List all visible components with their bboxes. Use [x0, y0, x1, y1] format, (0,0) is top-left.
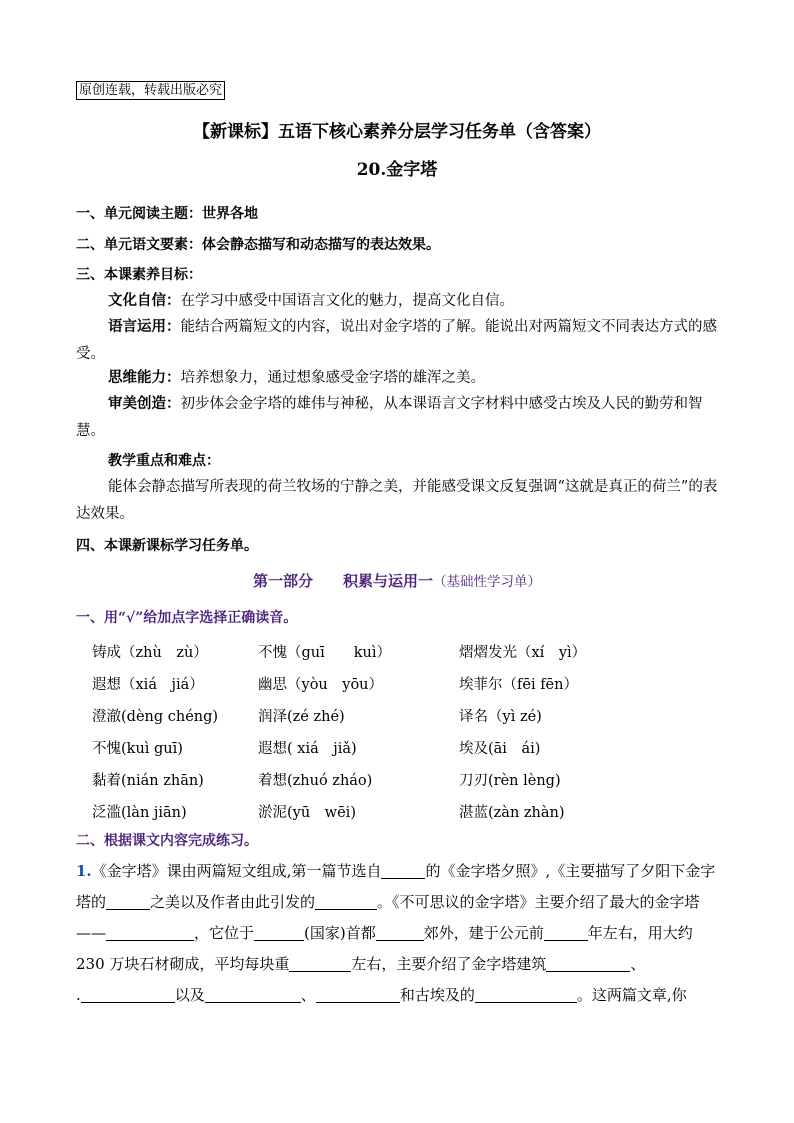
answer-blank[interactable] — [544, 922, 588, 941]
exercise-text: 以及 — [174, 986, 205, 1004]
exercise-text: 郊外，建于公元前 — [423, 924, 544, 942]
pron-item[interactable]: 泛滥(làn jiān) — [92, 805, 187, 821]
question-2-heading: 二、根据课文内容完成练习。 — [76, 833, 258, 849]
pron-item[interactable]: 不愧（guī kuì） — [258, 645, 392, 661]
goal-culture-text: 在学习中感受中国语言文化的魅力，提高文化自信。 — [180, 293, 514, 309]
answer-blank[interactable] — [381, 860, 425, 879]
exercise-number: 1. — [76, 862, 92, 880]
part-one-heading — [0, 570, 794, 593]
pron-item[interactable]: 润泽(zé zhé) — [258, 709, 345, 725]
pron-item[interactable]: 幽思（yòu yōu） — [258, 677, 384, 693]
goal-aesthetic-text: 初步体会金字塔的雄伟与神秘，从本课语言文字材料中感受古埃及人民的勤劳和智慧。 — [76, 396, 703, 439]
goal-culture-label: 文化自信： — [108, 292, 181, 309]
pron-item[interactable]: 铸成（zhù zù） — [92, 645, 208, 661]
goal-culture — [108, 291, 514, 311]
goal-language-text: 能结合两篇短文的内容，说出对金字塔的了解。能说出对两篇短文不同表达方式的感受。 — [76, 319, 717, 362]
answer-blank[interactable] — [254, 922, 304, 941]
copyright-notice: 原创连载，转载出版必究 — [76, 81, 225, 100]
part-one-name: 第一部分 积累与运用一 — [252, 572, 433, 590]
exercise-text: 和古埃及的 — [399, 986, 475, 1004]
goal-aesthetic-label: 审美创造： — [108, 395, 181, 412]
answer-blank[interactable] — [316, 984, 400, 1003]
pron-item[interactable]: 埃菲尔（fēi fēn） — [459, 677, 578, 693]
page-title: 【新课标】五语下核心素养分层学习任务单（含答案） — [193, 122, 601, 142]
literacy-goals-heading: 三、本课素养目标： — [76, 267, 202, 283]
goal-language-label: 语言运用： — [108, 318, 181, 335]
teaching-focus-heading: 教学重点和难点： — [108, 453, 220, 469]
exercise-text: 。《不可思议的金字塔》主要介绍了最大的金字塔—— — [76, 893, 700, 942]
answer-blank[interactable] — [315, 891, 377, 910]
pron-item[interactable]: 刀刃(rèn lèng) — [459, 773, 561, 789]
answer-blank[interactable] — [289, 953, 351, 972]
exercise-text: 。这两篇文章,你 — [576, 986, 687, 1004]
exercise-text: 、 — [300, 986, 316, 1004]
answer-blank[interactable] — [205, 984, 301, 1003]
answer-blank[interactable] — [106, 922, 194, 941]
exercise-text: 左右，主要介绍了金字塔建筑 — [351, 955, 547, 973]
pron-item[interactable]: 熠熠发光（xí yì） — [459, 645, 587, 661]
task-sheet-heading: 四、本课新课标学习任务单。 — [76, 538, 258, 554]
goal-thinking-text: 培养想象力，通过想象感受金字塔的雄浑之美。 — [180, 370, 485, 386]
pron-item[interactable]: 埃及(āi ái) — [459, 741, 541, 757]
exercise-text: 、 — [630, 955, 646, 973]
exercise-text: 年左右，用大约 230 万块石材砌成，平均每块重 — [76, 924, 693, 973]
goal-aesthetic — [76, 390, 718, 445]
exercise-text: (国家)首都 — [304, 924, 376, 942]
part-one-type: （基础性学习单） — [433, 574, 541, 590]
pron-item[interactable]: 遐想( xiá jiǎ) — [258, 741, 357, 757]
exercise-text: 《金字塔》课由两篇短文组成,第一篇节选自 — [91, 862, 382, 880]
goal-language — [76, 313, 718, 368]
pron-item[interactable]: 湛蓝(zàn zhàn) — [459, 805, 565, 821]
exercise-text: . — [76, 986, 81, 1004]
pron-item[interactable]: 黏着(nián zhān) — [92, 773, 204, 789]
unit-theme-label: 一、单元阅读主题： — [76, 206, 202, 222]
pron-item[interactable]: 不愧(kuì guī) — [92, 741, 183, 757]
language-element: 二、单元语文要素：体会静态描写和动态描写的表达效果。 — [76, 237, 440, 253]
answer-blank[interactable] — [475, 984, 577, 1003]
pron-item[interactable]: 译名（yì zé) — [459, 709, 542, 725]
question-1-heading: 一、用“√”给加点字选择正确读音。 — [76, 610, 298, 626]
pron-item[interactable]: 澄澈(dèng chéng) — [92, 709, 219, 725]
teaching-focus-text: 能体会静态描写所表现的荷兰牧场的宁静之美，并能感受课文反复强调“这就是真正的荷兰”的表达效果。 — [76, 479, 718, 522]
lesson-title: 20.金字塔 — [356, 160, 438, 180]
exercise-text: 的《金字塔夕照》,《主要描写了夕阳下金字塔的 — [76, 862, 716, 911]
answer-blank[interactable] — [546, 953, 630, 972]
exercise-text: 之美以及作者由此引发的 — [150, 893, 316, 911]
answer-blank[interactable] — [106, 891, 150, 910]
goal-thinking — [108, 368, 485, 388]
answer-blank[interactable] — [376, 922, 424, 941]
unit-theme-value: 世界各地 — [202, 206, 258, 222]
answer-blank[interactable] — [81, 984, 175, 1003]
unit-theme — [76, 204, 258, 224]
exercise-text: ，它位于 — [194, 924, 255, 942]
goal-thinking-label: 思维能力： — [108, 369, 181, 386]
pron-item[interactable]: 遐想（xiá jiá） — [92, 677, 204, 693]
pron-item[interactable]: 着想(zhuó zháo) — [258, 773, 373, 789]
pron-item[interactable]: 淤泥(yū wēi) — [258, 805, 356, 821]
fill-in-exercise — [76, 856, 718, 1011]
